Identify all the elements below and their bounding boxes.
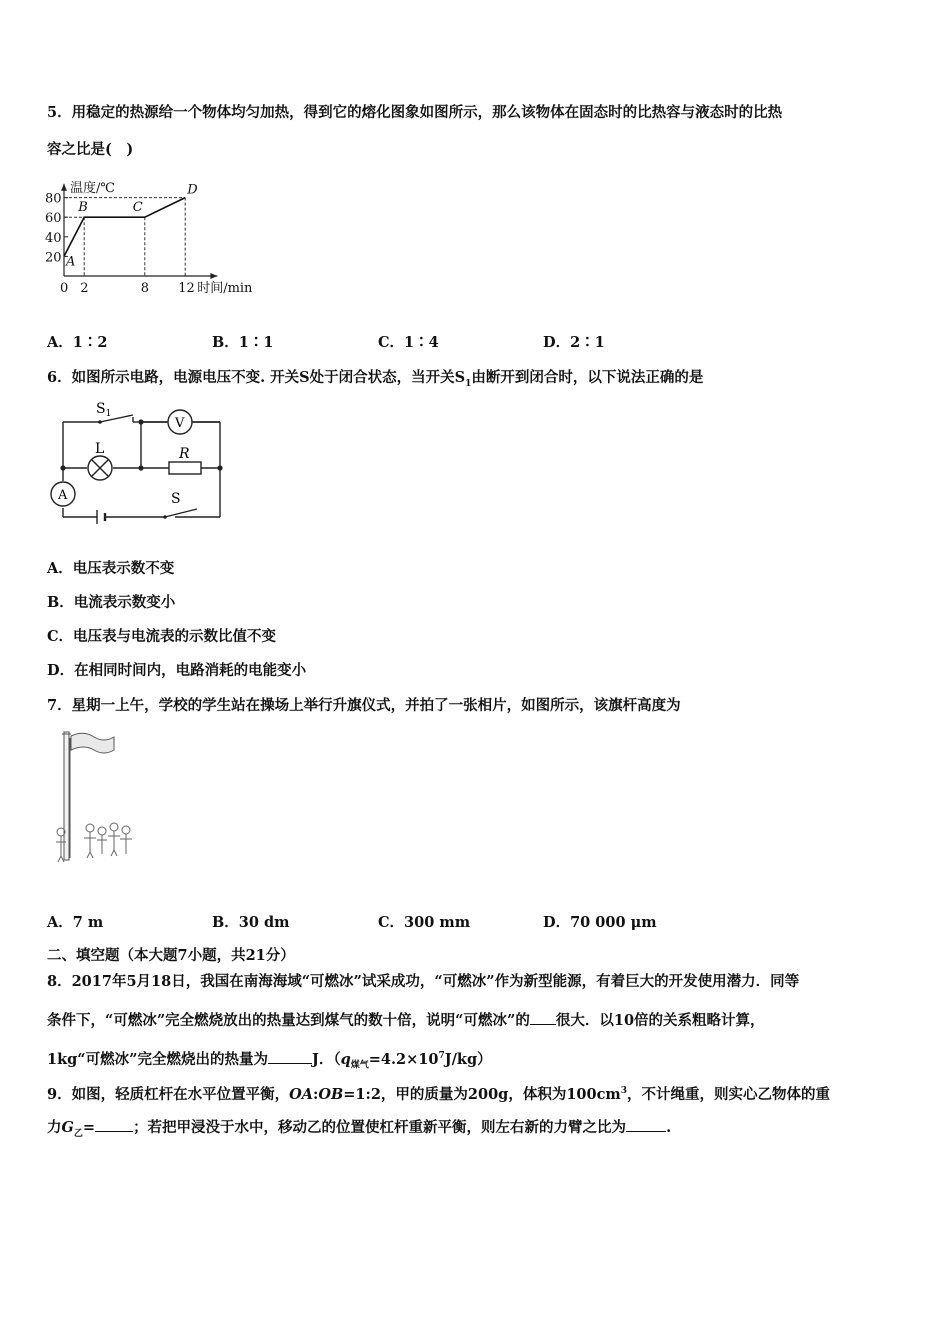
s1-label: $S_1$ [96,401,112,419]
q8-blank-2[interactable] [268,1049,312,1064]
q7-option-a[interactable]: A．7 m [47,914,104,931]
q5-option-b[interactable]: B．1∶1 [212,334,274,351]
q6-stem: 6．如图所示电路，电源电压不变. 开关S处于闭合状态，当开关$S_1$由断开到闭合时，以下说法正确的是 [47,369,704,389]
x-tick-label: 0 [60,281,69,296]
q6-option-b[interactable]: B．电流表示数变小 [47,594,176,611]
q7-stem: 7．星期一上午，学校的学生站在操场上举行升旗仪式，并拍了一张相片，如图所示，该旗杆高度为 [47,697,681,714]
q9-line1: 9．如图，轻质杠杆在水平位置平衡，OA:OB=1:2，甲的质量为200g，体积为$100cm^3$，不计绳重，则实心乙物体的重 [47,1085,831,1103]
lamp-label: L [95,441,105,457]
q8-line3: 1kg“可燃冰”完全燃烧出的热量为 J．$(q_{煤气}=4.2\times 10^7J/kg)$ [47,1050,492,1071]
x-tick-label: 2 [80,281,89,296]
q9-blank-1[interactable] [95,1117,133,1132]
point-label-a: A [66,254,76,270]
q6-option-d[interactable]: D．在相同时间内，电路消耗的电能变小 [47,662,307,679]
section-title: 二、填空题（本大题7小题，共21分） [47,947,295,964]
q8-line1: 8．2017年5月18日，我国在南海海域“可燃冰”试采成功，“可燃冰”作为新型能源，有着巨大的开发使用潜力．同等 [47,973,800,990]
q7-option-b[interactable]: B．30 dm [212,914,290,931]
y-tick-label: 40 [45,230,62,246]
point-label-c: C [132,200,143,216]
y-tick-label: 60 [45,211,62,227]
switch-s-label: S [171,491,181,507]
q8-line2: 条件下，“可燃冰”完全燃烧放出的热量达到煤气的数十倍，说明“可燃冰”的 很大．以10倍的关系粗略计算， [47,1012,765,1029]
x-axis-label: 时间/min [197,281,253,296]
y-axis-arrow [61,184,67,191]
q9-blank-2[interactable] [626,1117,666,1132]
point-label-d: D [187,182,198,198]
q5-option-c[interactable]: C．1∶4 [378,334,439,351]
resistor-label: R [179,446,190,462]
q5-stem-line2: 容之比是( ) [47,141,134,158]
q6-option-c[interactable]: C．电压表与电流表的示数比值不变 [47,628,277,645]
x-tick-label: 12 [178,281,195,296]
x-tick-label: 8 [140,281,150,296]
q8-blank-1[interactable] [530,1010,556,1025]
q7-option-d[interactable]: D．70 000 μm [543,914,657,931]
flag-ceremony-image [50,728,150,863]
q5-option-d[interactable]: D．2∶1 [543,334,605,351]
resistor-icon [169,462,201,474]
q5-stem-line1: 5．用稳定的热源给一个物体均匀加热，得到它的熔化图象如图所示，那么该物体在固态时的比热容与液态时的比热 [47,104,783,121]
melting-graph [40,170,270,300]
q7-option-c[interactable]: C．300 mm [378,914,471,931]
voltmeter-label: V [175,416,185,431]
y-tick-label: 20 [45,250,62,266]
q5-option-a[interactable]: A．1∶2 [47,334,108,351]
point-label-b: B [78,200,88,216]
y-tick-label: 80 [45,191,62,207]
circuit-diagram [45,395,235,530]
ammeter-label: A [58,488,68,503]
q6-option-a[interactable]: A．电压表示数不变 [47,560,175,577]
y-axis-label: 温度/℃ [70,180,115,196]
x-axis-arrow [210,273,217,279]
q9-line2: 力$G_乙=$ ；若把甲浸没于水中，移动乙的位置使杠杆重新平衡，则左右新的力臂之比为 . [47,1119,672,1139]
